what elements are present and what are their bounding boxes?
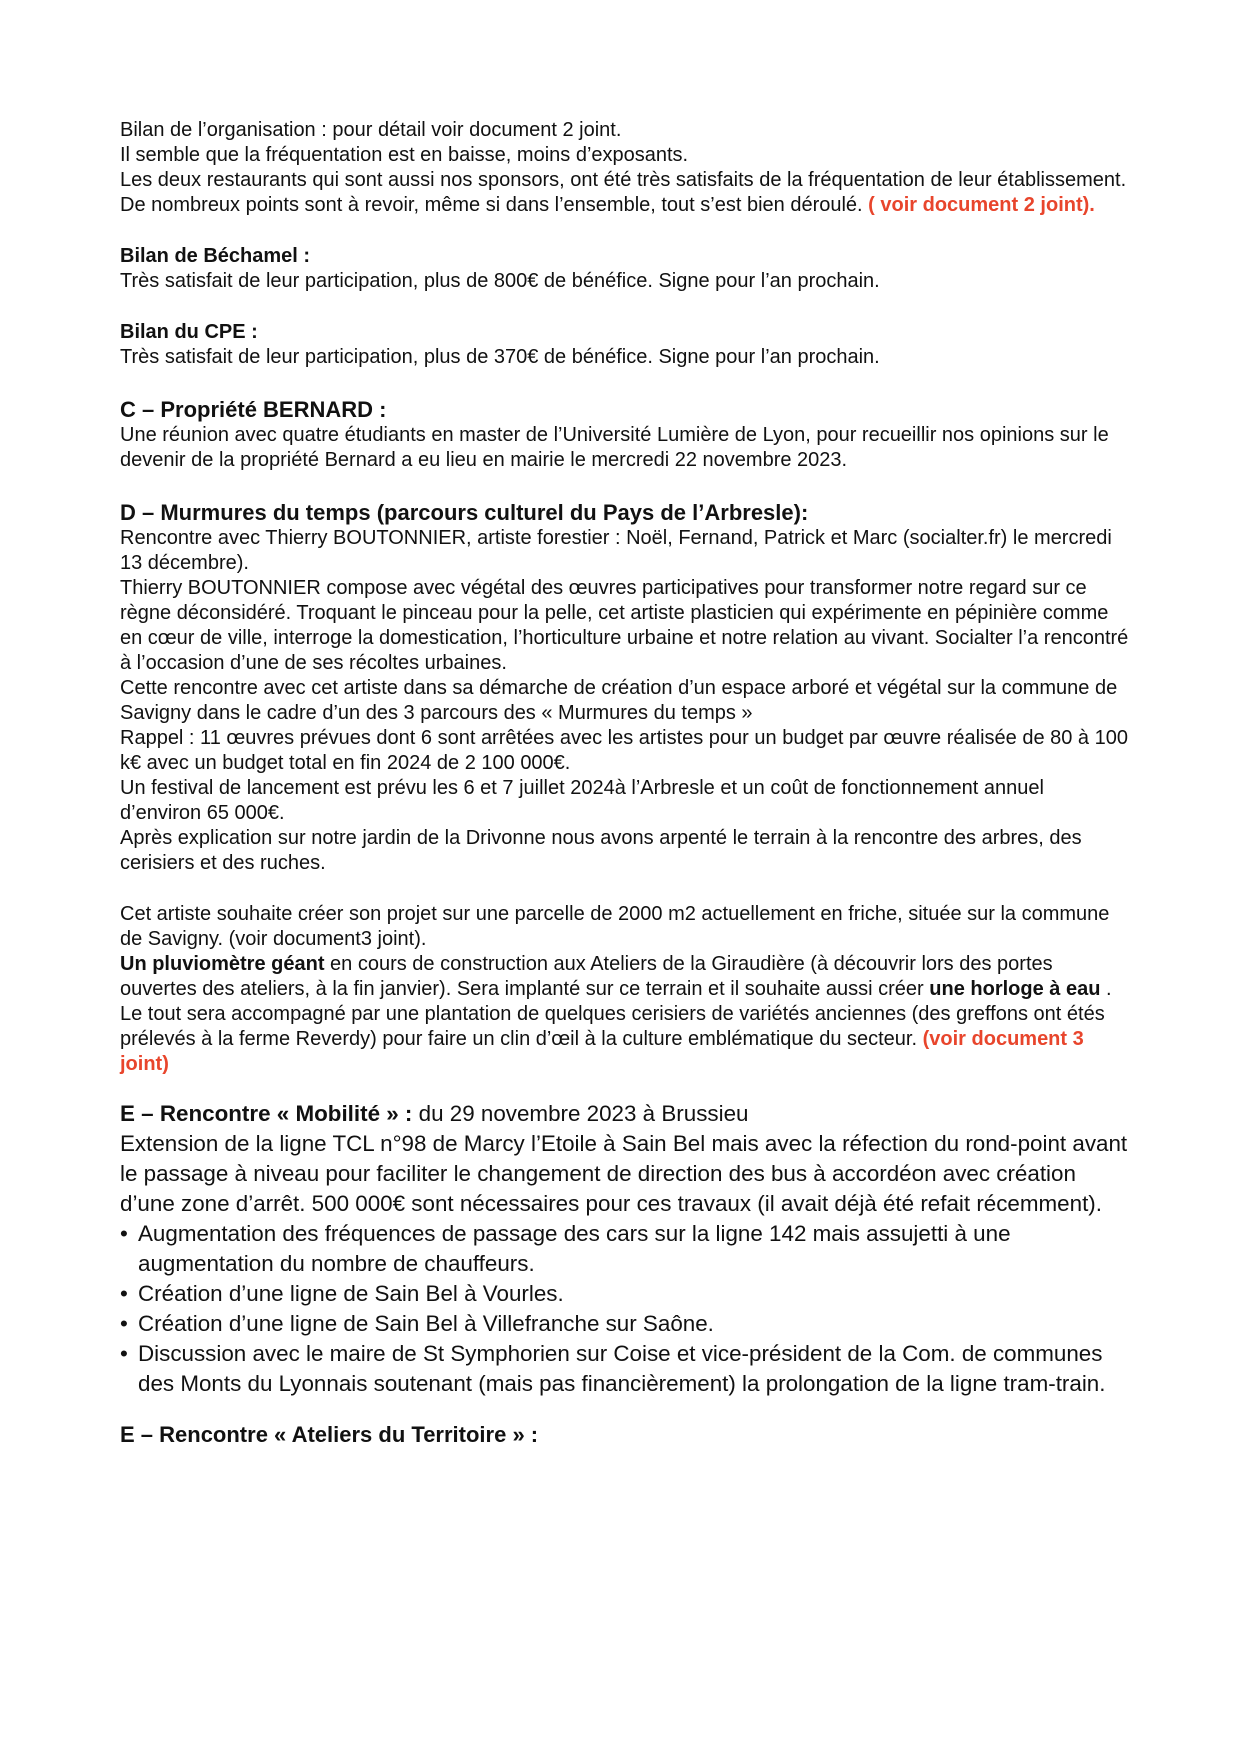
section-e-title-bold: E – Rencontre « Mobilité » : [120,1101,413,1126]
section-d-para-8-text-1: en cours de construction aux Ateliers de la Giraudière (à découvrir lors des portes ouvertes des ateliers, à la fin janvier). Sera implanté sur ce terrain et il souhaite aussi créer [120,953,1053,1000]
list-item-text: Augmentation des fréquences de passage des cars sur la ligne 142 mais assujetti à une augmentation du nombre de chauffeurs. [138,1221,1011,1276]
section-e-para-1: Extension de la ligne TCL n°98 de Marcy l’Etoile à Sain Bel mais avec la réfection du rond-point avant le passage à niveau pour faciliter le changement de direction des bus à accordéon avec création d’une zone d’arrêt. 500 000€ sont nécessaires pour ces travaux (il avait déjà été refait récemment). [120,1131,1128,1216]
bechamel-title: Bilan de Béchamel : [120,245,311,267]
intro-document-link: ( voir document 2 joint). [868,194,1095,216]
section-d-para-2: Thierry BOUTONNIER compose avec végétal des œuvres participatives pour transformer notre regard sur ce règne déconsidéré. Troquant le pinceau pour la pelle, cet artiste plasticien qui expérimente en pépinière comme en cœur de ville, interroge la domestication, l’horticulture urbaine et notre relation au vivant. Socialter l’a rencontré à l’occasion d’une de ses récoltes urbaines. [120,577,1129,674]
list-item [120,1279,1130,1309]
list-item-text: Discussion avec le maire de St Symphorien sur Coise et vice-président de la Com. de communes des Monts du Lyonnais soutenant (mais pas financièrement) la prolongation de la ligne tram-train. [138,1341,1106,1396]
cpe-title: Bilan du CPE : [120,321,258,343]
water-clock-label: une horloge à eau [929,978,1101,1000]
rain-gauge-label: Un pluviomètre géant [120,953,325,975]
section-d-para-1: Rencontre avec Thierry BOUTONNIER, artiste forestier : Noël, Fernand, Patrick et Marc (socialter.fr) le mercredi 13 décembre). [120,527,1112,574]
section-e2-title: E – Rencontre « Ateliers du Territoire » : [120,1422,539,1447]
section-d-para-4: Rappel : 11 œuvres prévues dont 6 sont arrêtées avec les artistes pour un budget par œuvre réalisée de 80 à 100 k€ avec un budget total en fin 2024 de 2 100 000€. [120,727,1128,774]
list-item [120,1339,1130,1399]
section-d-document-link: (voir document 3 joint) [120,1028,1084,1075]
document-page [120,118,1130,1448]
bullet-icon: • [120,1311,128,1336]
intro-line-2: Il semble que la fréquentation est en baisse, moins d’exposants. [120,144,689,166]
bullet-icon: • [120,1341,128,1366]
cpe-text: Très satisfait de leur participation, plus de 370€ de bénéfice. Signe pour l’an prochain. [120,346,880,368]
bullet-icon: • [120,1281,128,1306]
list-item-text: Création d’une ligne de Sain Bel à Vourles. [138,1281,564,1306]
section-c-title: C – Propriété BERNARD : [120,397,387,422]
section-d-para-9 [120,1002,1130,1077]
section-d-para-9-text: Le tout sera accompagné par une plantation de quelques cerisiers de variétés anciennes (des greffons ont étés prélevés à la ferme Reverdy) pour faire un clin d’œil à la culture emblématique du secteur. [120,1003,1105,1050]
section-d-para-8 [120,952,1130,1002]
section-d-title: D – Murmures du temps (parcours culturel du Pays de l’Arbresle): [120,500,809,525]
list-item-text: Création d’une ligne de Sain Bel à Villefranche sur Saône. [138,1311,714,1336]
section-e-bullet-list [120,1219,1130,1399]
section-c-text: Une réunion avec quatre étudiants en master de l’Université Lumière de Lyon, pour recueillir nos opinions sur le devenir de la propriété Bernard a eu lieu en mairie le mercredi 22 novembre 2023. [120,424,1109,471]
intro-line-4-text: De nombreux points sont à revoir, même si dans l’ensemble, tout s’est bien déroulé. [120,194,869,216]
intro-line-1: Bilan de l’organisation : pour détail voir document 2 joint. [120,119,622,141]
section-d-para-7: Cet artiste souhaite créer son projet sur une parcelle de 2000 m2 actuellement en friche, située sur la commune de Savigny. (voir document3 joint). [120,903,1110,950]
bullet-icon: • [120,1221,128,1246]
section-d-para-6: Après explication sur notre jardin de la Drivonne nous avons arpenté le terrain à la rencontre des arbres, des cerisiers et des ruches. [120,827,1082,874]
section-d-para-5: Un festival de lancement est prévu les 6 et 7 juillet 2024à l’Arbresle et un coût de fonctionnement annuel d’environ 65 000€. [120,777,1044,824]
section-d-para-3: Cette rencontre avec cet artiste dans sa démarche de création d’un espace arboré et végétal sur la commune de Savigny dans le cadre d’un des 3 parcours des « Murmures du temps » [120,677,1118,724]
section-e-title-date: du 29 novembre 2023 à Brussieu [412,1101,749,1126]
list-item [120,1219,1130,1279]
intro-line-4 [120,193,1130,218]
list-item [120,1309,1130,1339]
bechamel-text: Très satisfait de leur participation, plus de 800€ de bénéfice. Signe pour l’an prochain. [120,270,880,292]
section-e-title [120,1099,1130,1129]
intro-line-3: Les deux restaurants qui sont aussi nos sponsors, ont été très satisfaits de la fréquentation de leur établissement. [120,169,1127,191]
section-d-para-8-text-2: . [1100,978,1112,1000]
